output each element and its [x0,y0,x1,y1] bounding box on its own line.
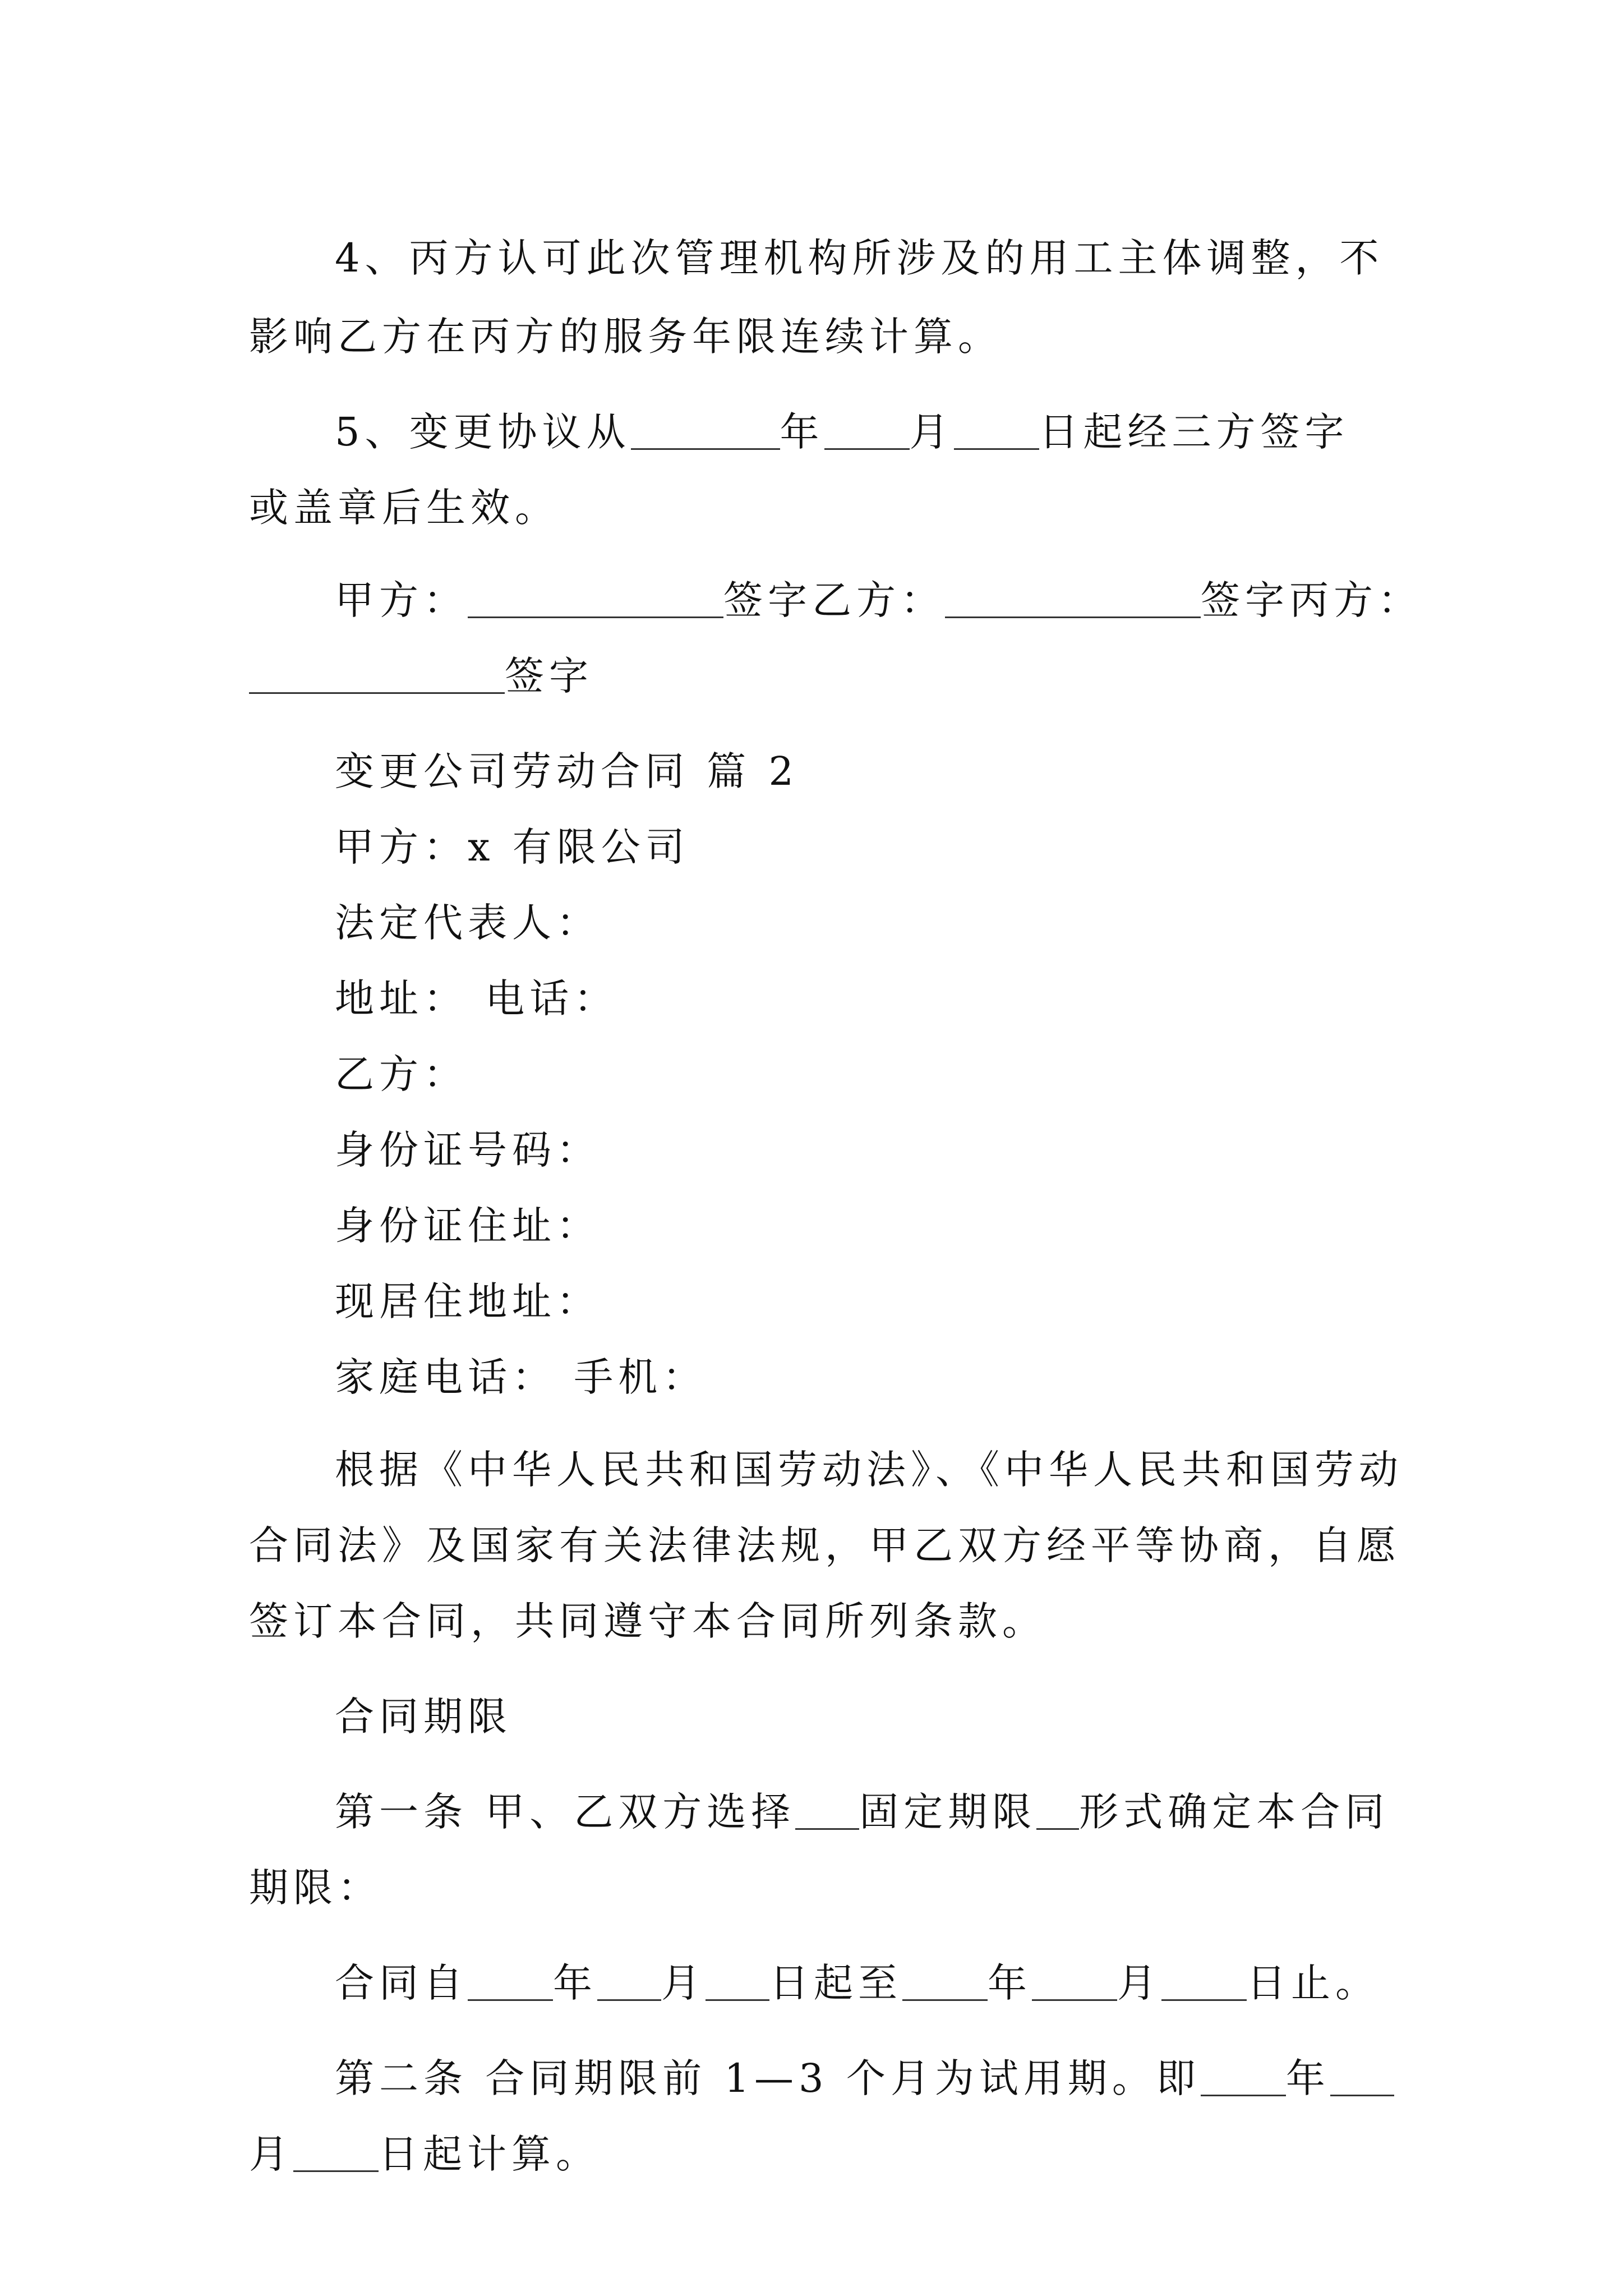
fill-in-blank [1036,1793,1079,1830]
text-segment: 甲方： [335,577,468,623]
text-line [335,889,601,956]
text-segment: 根据《中华人民共和国劳动法》、《中华人民共和国劳动 [335,1447,1403,1493]
text-line [335,1949,1380,2017]
text-line [335,1268,601,1335]
text-line [335,1778,1389,1846]
text-segment: 合同法》及国家有关法律法规，甲乙双方经平等协商，自愿 [249,1522,1401,1568]
text-segment: 乙方： [335,1051,468,1097]
fill-in-blank [795,1793,859,1830]
text-line [249,642,593,710]
text-line [335,965,618,1032]
fill-in-blank [249,657,505,694]
fill-in-blank [293,2135,379,2172]
text-segment: 年 [553,1960,597,2006]
fill-in-blank [597,1964,661,2001]
fill-in-blank [945,581,1201,618]
text-segment: 第一条 甲、乙双方选择 [335,1789,796,1835]
text-segment: 第二条 合同期限前 1—3 个月为试用期。即 [335,2055,1201,2101]
fill-in-blank [468,581,723,618]
text-line [249,303,1002,370]
text-line [335,1436,1403,1503]
text-segment: 年 [1285,2055,1330,2101]
text-line [249,1854,382,1921]
text-line [335,398,1349,466]
text-line [249,1588,1046,1655]
text-line [335,1116,601,1184]
text-line [335,1683,512,1750]
text-segment: 形式确定本合同 [1079,1789,1390,1835]
text-line [335,224,1384,292]
text-segment: 法定代表人： [335,900,601,946]
text-segment: 月 [909,409,954,455]
text-segment: 月 [661,1960,706,2006]
text-segment: 5、变更协议从 [335,409,631,455]
text-segment: 身份证号码： [335,1127,601,1173]
text-segment: 月 [249,2131,293,2177]
fill-in-blank [631,413,780,450]
text-line [335,1041,468,1108]
text-line [335,1192,601,1259]
text-line [335,813,690,881]
fill-in-blank [1032,1964,1117,2001]
fill-in-blank [468,1964,553,2001]
text-segment: 甲方：x 有限公司 [335,824,690,870]
text-segment: 日起计算。 [379,2131,600,2177]
fill-in-blank [1330,2059,1394,2096]
text-segment: 合同期限 [335,1694,512,1740]
text-segment: 4、丙方认可此次管理机构所涉及的用工主体调整，不 [335,235,1384,281]
text-segment: 日止。 [1247,1960,1380,2006]
text-segment: 签订本合同，共同遵守本合同所列条款。 [249,1598,1046,1644]
fill-in-blank [1201,2059,1286,2096]
text-segment: 地址： 电话： [335,976,619,1022]
text-segment: 签字乙方： [723,577,945,623]
text-segment: 家庭电话： 手机： [335,1354,707,1400]
text-segment: 期限： [249,1865,382,1911]
text-segment: 合同自 [335,1960,468,2006]
fill-in-blank [954,413,1039,450]
text-line [335,567,1422,634]
fill-in-blank [706,1964,769,2001]
text-segment: 日起经三方签字 [1039,409,1349,455]
text-line [249,1512,1401,1579]
fill-in-blank [902,1964,988,2001]
text-line [335,738,799,805]
text-line [335,2045,1394,2112]
text-segment: 固定期限 [859,1789,1037,1835]
text-segment: 日起至 [769,1960,902,2006]
text-segment: 年 [988,1960,1032,2006]
text-segment: 或盖章后生效。 [249,485,559,531]
fill-in-blank [1161,1964,1247,2001]
text-segment: 月 [1117,1960,1161,2006]
text-segment: 签字 [505,653,593,699]
text-segment: 影响乙方在丙方的服务年限连续计算。 [249,314,1002,360]
text-segment: 现居住地址： [335,1278,601,1324]
text-line [249,2120,600,2188]
text-segment: 签字丙方： [1201,577,1422,623]
fill-in-blank [824,413,910,450]
text-segment: 年 [780,409,824,455]
text-segment: 变更公司劳动合同 篇 2 [335,748,799,794]
text-line [335,1343,707,1411]
text-segment: 身份证住址： [335,1203,601,1249]
text-line [249,474,559,541]
